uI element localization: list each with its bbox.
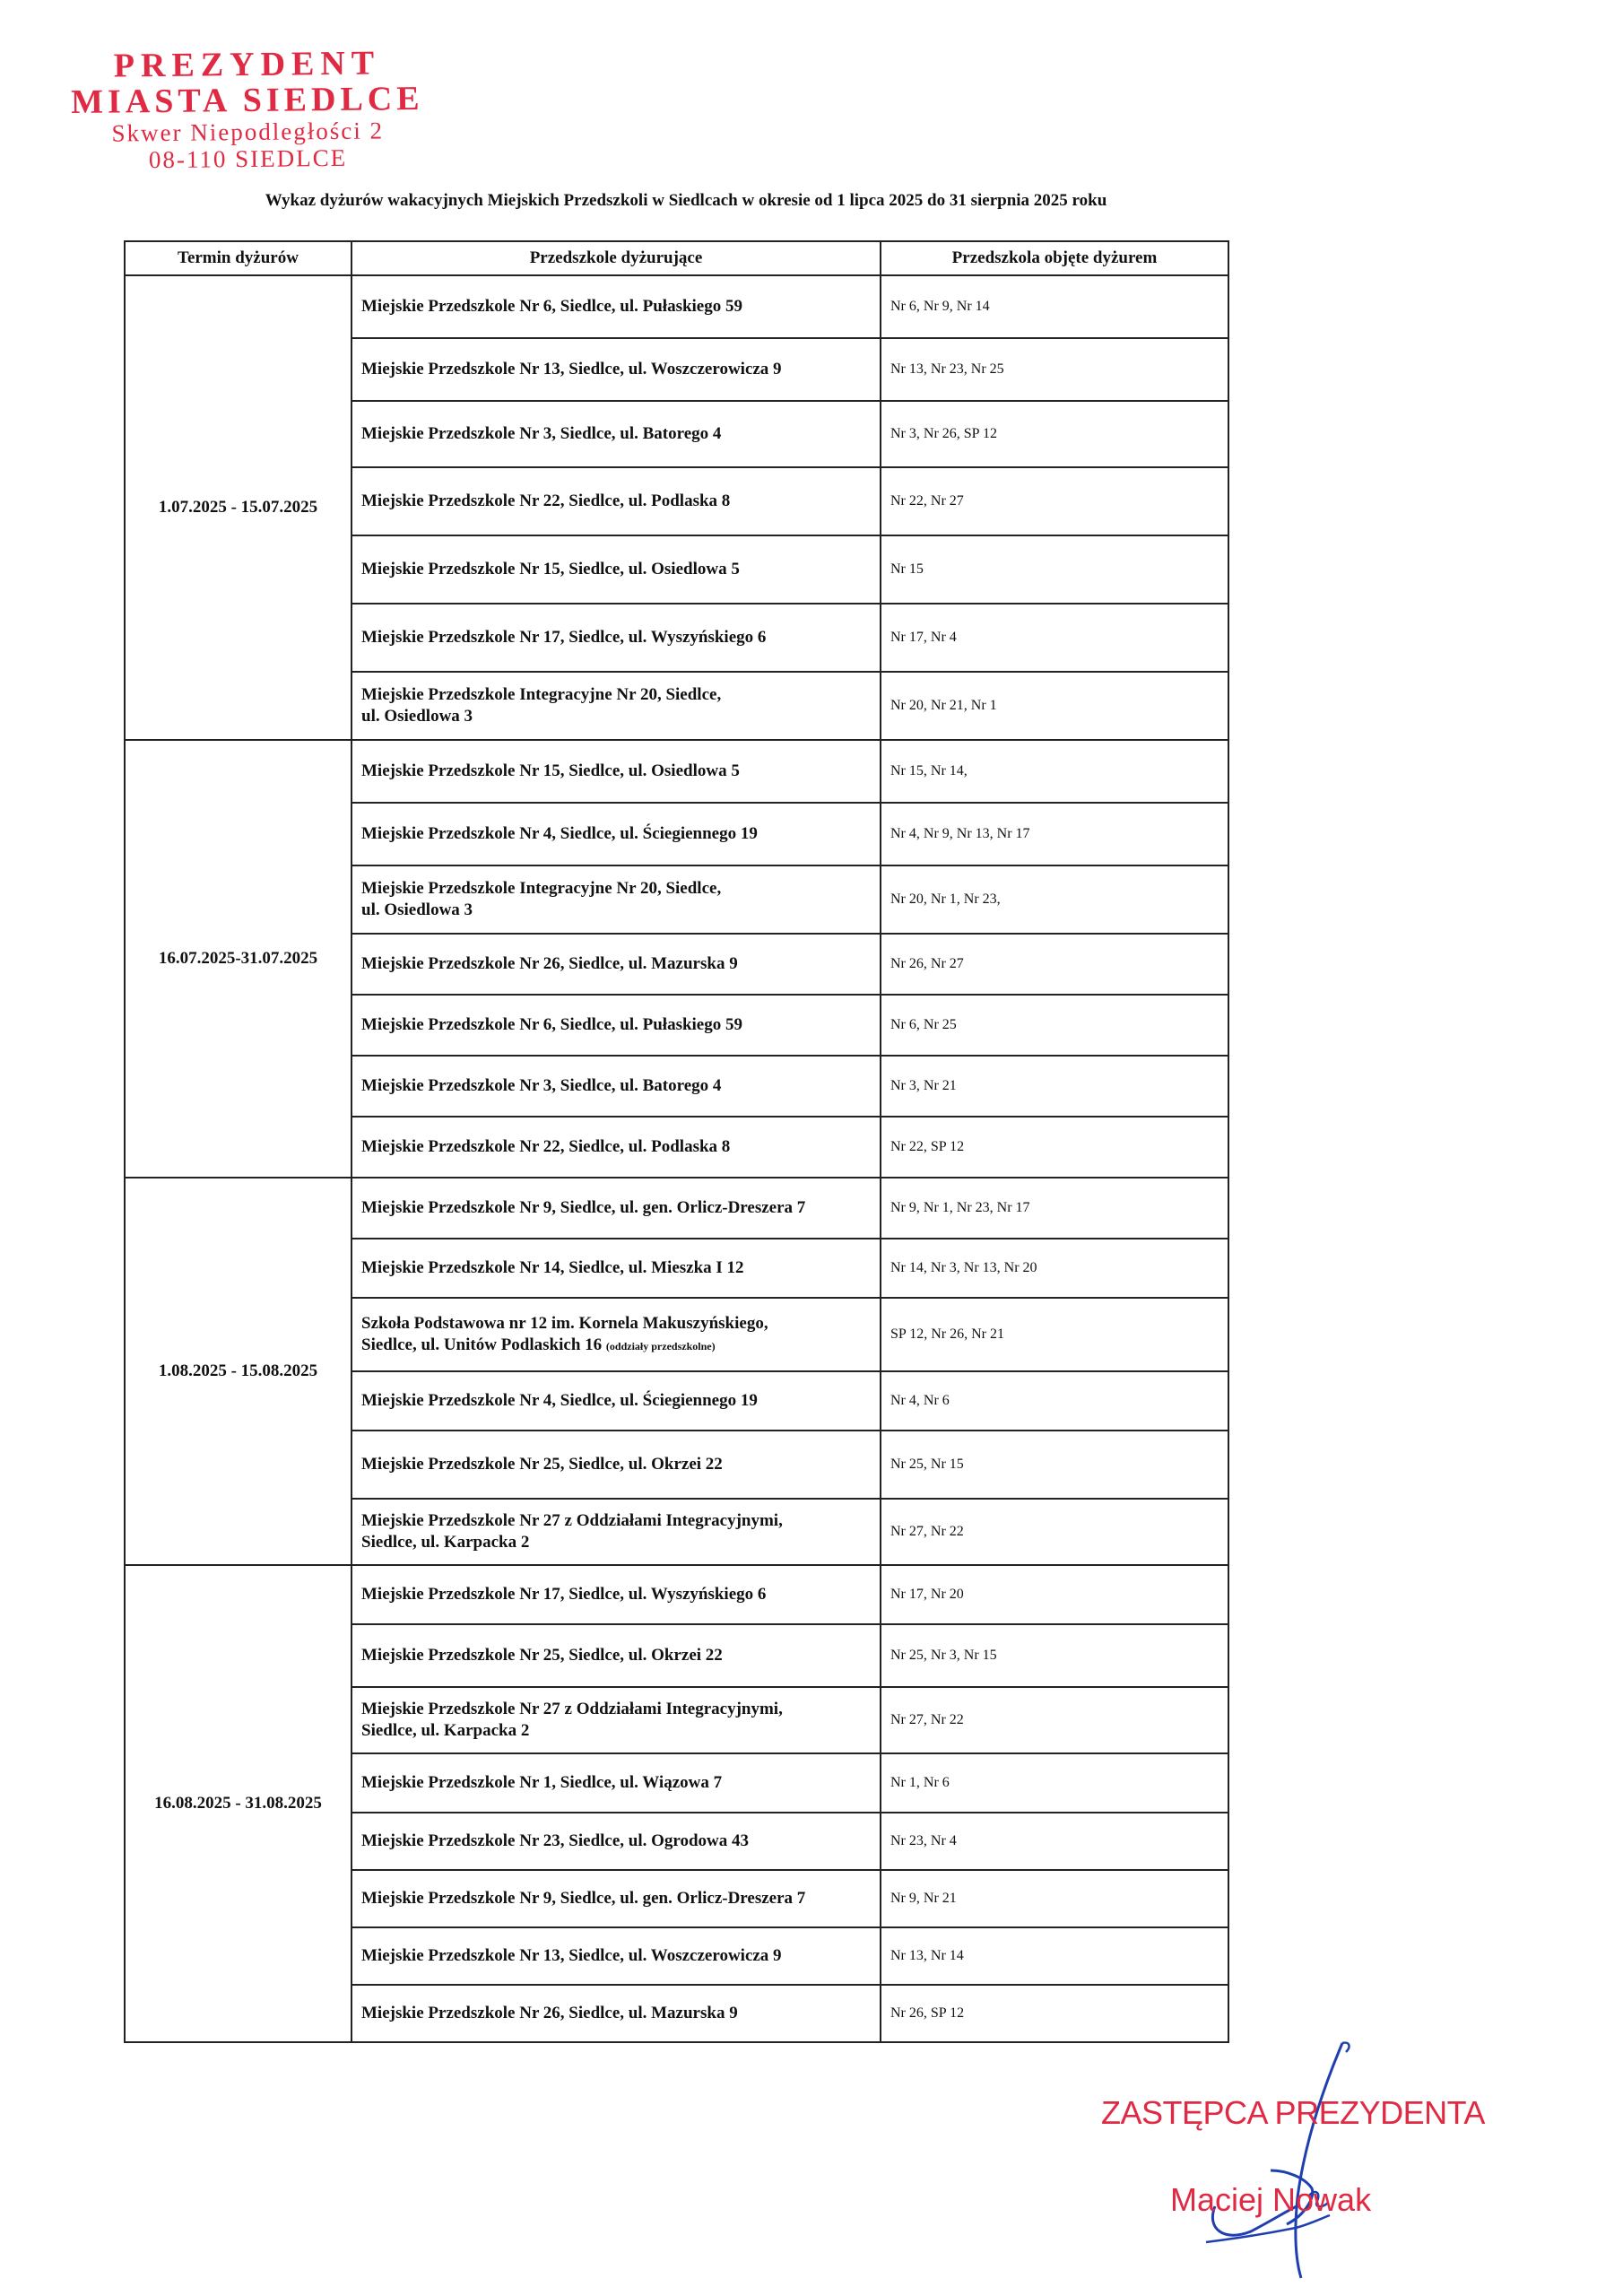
duty-school-cell xyxy=(352,604,881,672)
duty-school-cell xyxy=(352,865,881,934)
covered-schools-cell: Nr 14, Nr 3, Nr 13, Nr 20 xyxy=(881,1239,1228,1298)
covered-schools-cell: Nr 27, Nr 22 xyxy=(881,1499,1228,1565)
term-cell: 1.07.2025 - 15.07.2025 xyxy=(125,275,352,740)
duty-school-cell xyxy=(352,1239,881,1298)
school-name: Miejskie Przedszkole Nr 1, Siedlce, ul. Wiązowa 7 xyxy=(361,1773,723,1792)
school-address xyxy=(361,706,871,727)
school-name: Miejskie Przedszkole Nr 9, Siedlce, ul. gen. Orlicz-Dreszera 7 xyxy=(361,1198,806,1217)
table-body xyxy=(125,275,1228,2042)
duty-school-cell xyxy=(352,1870,881,1927)
school-address-text: Siedlce, ul. Karpacka 2 xyxy=(361,1533,530,1552)
covered-schools-cell: Nr 9, Nr 1, Nr 23, Nr 17 xyxy=(881,1178,1228,1239)
duty-school-cell xyxy=(352,672,881,740)
covered-schools-cell: Nr 9, Nr 21 xyxy=(881,1870,1228,1927)
school-name: Miejskie Przedszkole Nr 27 z Oddziałami Integracyjnymi, xyxy=(361,1700,783,1718)
term-cell: 1.08.2025 - 15.08.2025 xyxy=(125,1178,352,1565)
school-address xyxy=(361,1335,871,1357)
covered-schools-cell: Nr 27, Nr 22 xyxy=(881,1687,1228,1753)
handwritten-signature xyxy=(1081,2036,1475,2287)
covered-schools-cell: Nr 20, Nr 1, Nr 23, xyxy=(881,865,1228,934)
duty-school-cell xyxy=(352,1813,881,1870)
school-address xyxy=(361,1532,871,1553)
duty-school-cell xyxy=(352,740,881,803)
school-name: Miejskie Przedszkole Nr 22, Siedlce, ul. Podlaska 8 xyxy=(361,1137,731,1156)
duty-school-cell xyxy=(352,934,881,995)
duty-school-cell xyxy=(352,803,881,865)
duty-schedule-table xyxy=(124,240,1229,2043)
duty-school-cell xyxy=(352,1499,881,1565)
duty-school-cell xyxy=(352,1117,881,1178)
covered-schools-cell: Nr 25, Nr 3, Nr 15 xyxy=(881,1624,1228,1687)
school-name: Miejskie Przedszkole Nr 26, Siedlce, ul. Mazurska 9 xyxy=(361,954,738,973)
duty-school-cell xyxy=(352,1298,881,1371)
school-name: Miejskie Przedszkole Nr 3, Siedlce, ul. Batorego 4 xyxy=(361,424,722,443)
covered-schools-cell: Nr 13, Nr 14 xyxy=(881,1927,1228,1985)
school-name: Miejskie Przedszkole Nr 25, Siedlce, ul. Okrzei 22 xyxy=(361,1455,723,1474)
school-name: Miejskie Przedszkole Nr 13, Siedlce, ul. Woszczerowicza 9 xyxy=(361,1946,782,1965)
school-name: Miejskie Przedszkole Nr 13, Siedlce, ul. Woszczerowicza 9 xyxy=(361,360,782,378)
duty-school-cell xyxy=(352,535,881,604)
school-name: Miejskie Przedszkole Nr 6, Siedlce, ul. Pułaskiego 59 xyxy=(361,1015,742,1034)
covered-schools-cell: Nr 4, Nr 9, Nr 13, Nr 17 xyxy=(881,803,1228,865)
table-row xyxy=(125,1565,1228,1624)
school-address-text: Siedlce, ul. Karpacka 2 xyxy=(361,1721,530,1740)
covered-schools-cell: Nr 17, Nr 4 xyxy=(881,604,1228,672)
school-name: Miejskie Przedszkole Nr 6, Siedlce, ul. Pułaskiego 59 xyxy=(361,297,742,316)
school-address xyxy=(361,900,871,921)
covered-schools-cell: Nr 6, Nr 25 xyxy=(881,995,1228,1056)
header-duty-school: Przedszkole dyżurujące xyxy=(352,241,881,275)
school-name: Miejskie Przedszkole Nr 14, Siedlce, ul. Mieszka I 12 xyxy=(361,1258,744,1277)
school-name: Miejskie Przedszkole Integracyjne Nr 20, Siedlce, xyxy=(361,685,722,704)
table-header-row xyxy=(125,241,1228,275)
table-row xyxy=(125,275,1228,338)
term-cell: 16.08.2025 - 31.08.2025 xyxy=(125,1565,352,2042)
school-name: Miejskie Przedszkole Nr 25, Siedlce, ul. Okrzei 22 xyxy=(361,1646,723,1665)
school-name: Miejskie Przedszkole Nr 15, Siedlce, ul. Osiedlowa 5 xyxy=(361,761,740,780)
duty-school-cell xyxy=(352,995,881,1056)
official-stamp xyxy=(49,45,445,175)
school-address-text: ul. Osiedlowa 3 xyxy=(361,900,473,919)
stamp-line-3: Skwer Niepodległości 2 xyxy=(111,117,385,147)
duty-school-cell xyxy=(352,1178,881,1239)
covered-schools-cell: Nr 26, Nr 27 xyxy=(881,934,1228,995)
covered-schools-cell: Nr 23, Nr 4 xyxy=(881,1813,1228,1870)
duty-school-cell xyxy=(352,275,881,338)
school-name: Miejskie Przedszkole Nr 17, Siedlce, ul. Wyszyńskiego 6 xyxy=(361,628,767,647)
document-title: Wykaz dyżurów wakacyjnych Miejskich Przedszkoli w Siedlcach w okresie od 1 lipca 2025 do 31 sierpnia 2025 roku xyxy=(265,191,1107,210)
duty-school-cell xyxy=(352,1624,881,1687)
school-name: Miejskie Przedszkole Integracyjne Nr 20, Siedlce, xyxy=(361,879,722,898)
covered-schools-cell: Nr 6, Nr 9, Nr 14 xyxy=(881,275,1228,338)
covered-schools-cell: Nr 13, Nr 23, Nr 25 xyxy=(881,338,1228,401)
term-cell: 16.07.2025-31.07.2025 xyxy=(125,740,352,1178)
school-name: Miejskie Przedszkole Nr 17, Siedlce, ul. Wyszyńskiego 6 xyxy=(361,1585,767,1604)
school-address-text: ul. Osiedlowa 3 xyxy=(361,707,473,726)
duty-school-cell xyxy=(352,1927,881,1985)
duty-school-cell xyxy=(352,1565,881,1624)
school-name: Miejskie Przedszkole Nr 4, Siedlce, ul. Ściegiennego 19 xyxy=(361,824,758,843)
stamp-line-2: MIASTA SIEDLCE xyxy=(70,79,424,122)
school-name: Miejskie Przedszkole Nr 26, Siedlce, ul. Mazurska 9 xyxy=(361,2004,738,2022)
school-name: Miejskie Przedszkole Nr 9, Siedlce, ul. gen. Orlicz-Dreszera 7 xyxy=(361,1889,806,1908)
school-name: Miejskie Przedszkole Nr 22, Siedlce, ul. Podlaska 8 xyxy=(361,491,731,510)
school-address xyxy=(361,1720,871,1742)
duty-school-cell xyxy=(352,1056,881,1117)
school-address-text: Siedlce, ul. Unitów Podlaskich 16 xyxy=(361,1335,603,1354)
school-name: Miejskie Przedszkole Nr 23, Siedlce, ul. Ogrodowa 43 xyxy=(361,1831,750,1850)
covered-schools-cell: Nr 3, Nr 26, SP 12 xyxy=(881,401,1228,467)
school-note: (oddziały przedszkolne) xyxy=(605,1339,716,1352)
covered-schools-cell: SP 12, Nr 26, Nr 21 xyxy=(881,1298,1228,1371)
covered-schools-cell: Nr 25, Nr 15 xyxy=(881,1431,1228,1499)
covered-schools-cell: Nr 15 xyxy=(881,535,1228,604)
covered-schools-cell: Nr 3, Nr 21 xyxy=(881,1056,1228,1117)
signature-name: Maciej Nowak xyxy=(1170,2181,1372,2218)
header-covered-schools: Przedszkola objęte dyżurem xyxy=(881,241,1228,275)
duty-school-cell xyxy=(352,1753,881,1813)
duty-school-cell xyxy=(352,1371,881,1431)
covered-schools-cell: Nr 20, Nr 21, Nr 1 xyxy=(881,672,1228,740)
covered-schools-cell: Nr 26, SP 12 xyxy=(881,1985,1228,2042)
school-name: Miejskie Przedszkole Nr 27 z Oddziałami Integracyjnymi, xyxy=(361,1511,783,1530)
covered-schools-cell: Nr 17, Nr 20 xyxy=(881,1565,1228,1624)
duty-school-cell xyxy=(352,1985,881,2042)
covered-schools-cell: Nr 22, SP 12 xyxy=(881,1117,1228,1178)
duty-school-cell xyxy=(352,338,881,401)
stamp-line-1: PREZYDENT xyxy=(113,44,381,85)
covered-schools-cell: Nr 4, Nr 6 xyxy=(881,1371,1228,1431)
school-name: Miejskie Przedszkole Nr 4, Siedlce, ul. Ściegiennego 19 xyxy=(361,1391,758,1410)
header-term: Termin dyżurów xyxy=(125,241,352,275)
stamp-line-4: 08-110 SIEDLCE xyxy=(148,144,348,174)
table-row xyxy=(125,740,1228,803)
covered-schools-cell: Nr 22, Nr 27 xyxy=(881,467,1228,535)
table-row xyxy=(125,1178,1228,1239)
covered-schools-cell: Nr 1, Nr 6 xyxy=(881,1753,1228,1813)
duty-school-cell xyxy=(352,1431,881,1499)
duty-school-cell xyxy=(352,401,881,467)
duty-school-cell xyxy=(352,467,881,535)
school-name: Miejskie Przedszkole Nr 15, Siedlce, ul. Osiedlowa 5 xyxy=(361,560,740,578)
school-name: Szkoła Podstawowa nr 12 im. Kornela Makuszyńskiego, xyxy=(361,1313,768,1333)
covered-schools-cell: Nr 15, Nr 14, xyxy=(881,740,1228,803)
signature-title: ZASTĘPCA PREZYDENTA xyxy=(1101,2094,1485,2131)
school-name: Miejskie Przedszkole Nr 3, Siedlce, ul. Batorego 4 xyxy=(361,1076,722,1095)
duty-school-cell xyxy=(352,1687,881,1753)
